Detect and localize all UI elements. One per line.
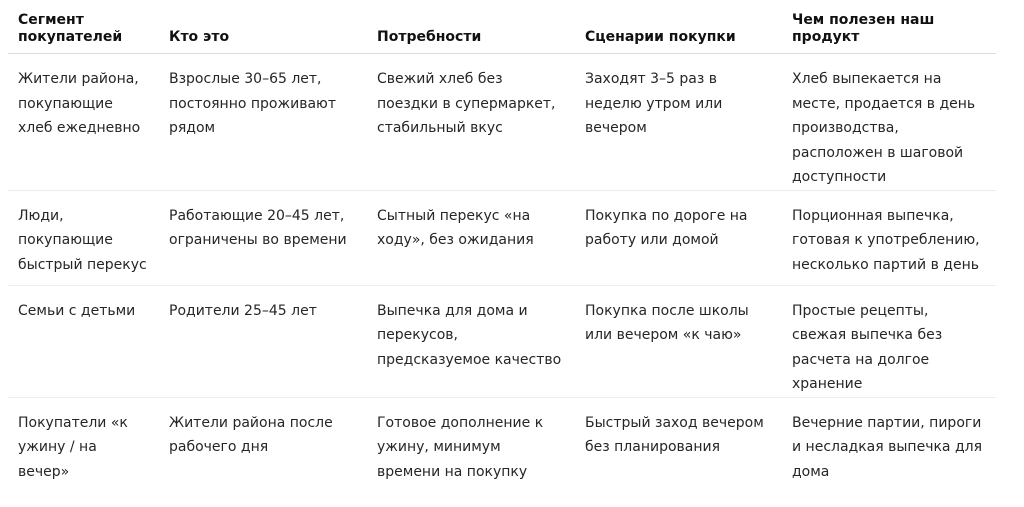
table-row [8, 190, 996, 285]
header-who: Кто это [159, 7, 367, 54]
cell-benefit: Хлеб выпекается на месте, продается в день производства, расположен в шаговой доступности [782, 54, 996, 191]
table-row [8, 397, 996, 507]
table-row [8, 285, 996, 397]
cell-segment: Покупатели «к ужину / на вечер» [18, 414, 128, 480]
cell-who: Взрослые 30–65 лет, постоянно проживают рядом [159, 54, 367, 191]
table-row [8, 54, 996, 191]
header-scenarios: Сценарии покупки [575, 7, 782, 54]
header-benefit: Чем полезен наш продукт [782, 7, 996, 54]
cell-who: Работающие 20–45 лет, ограничены во времени [159, 190, 367, 285]
cell-needs: Готовое дополнение к ужину, минимум времени на покупку [377, 414, 544, 480]
cell-scenarios: Покупка после школы или вечером «к чаю» [575, 285, 782, 397]
cell-who: Жители района после рабочего дня [169, 414, 333, 455]
cell-who: Родители 25–45 лет [159, 285, 367, 397]
cell-segment: Семьи с детьми [8, 285, 159, 397]
cell-needs: Свежий хлеб без поездки в супермаркет, стабильный вкус [367, 54, 575, 191]
header-needs: Потребности [367, 7, 575, 54]
cell-benefit: Порционная выпечка, готовая к употреблению, несколько партий в день [782, 190, 996, 285]
cell-needs: Выпечка для дома и перекусов, предсказуемое качество [367, 285, 575, 397]
customer-segments-table [8, 7, 996, 507]
cell-scenarios: Быстрый заход вечером без планирования [585, 414, 764, 455]
cell-needs: Сытный перекус «на ходу», без ожидания [367, 190, 575, 285]
table-header-row [8, 7, 996, 54]
cell-scenarios: Покупка по дороге на работу или домой [575, 190, 782, 285]
cell-benefit: Вечерние партии, пироги и несладкая выпечка для дома [792, 414, 983, 480]
cell-scenarios: Заходят 3–5 раз в неделю утром или вечером [575, 54, 782, 191]
cell-segment: Жители района, покупающие хлеб ежедневно [8, 54, 159, 191]
header-segment: Сегмент покупателей [8, 7, 159, 54]
cell-benefit: Простые рецепты, свежая выпечка без расчета на долгое хранение [782, 285, 996, 397]
cell-segment: Люди, покупающие быстрый перекус [8, 190, 159, 285]
